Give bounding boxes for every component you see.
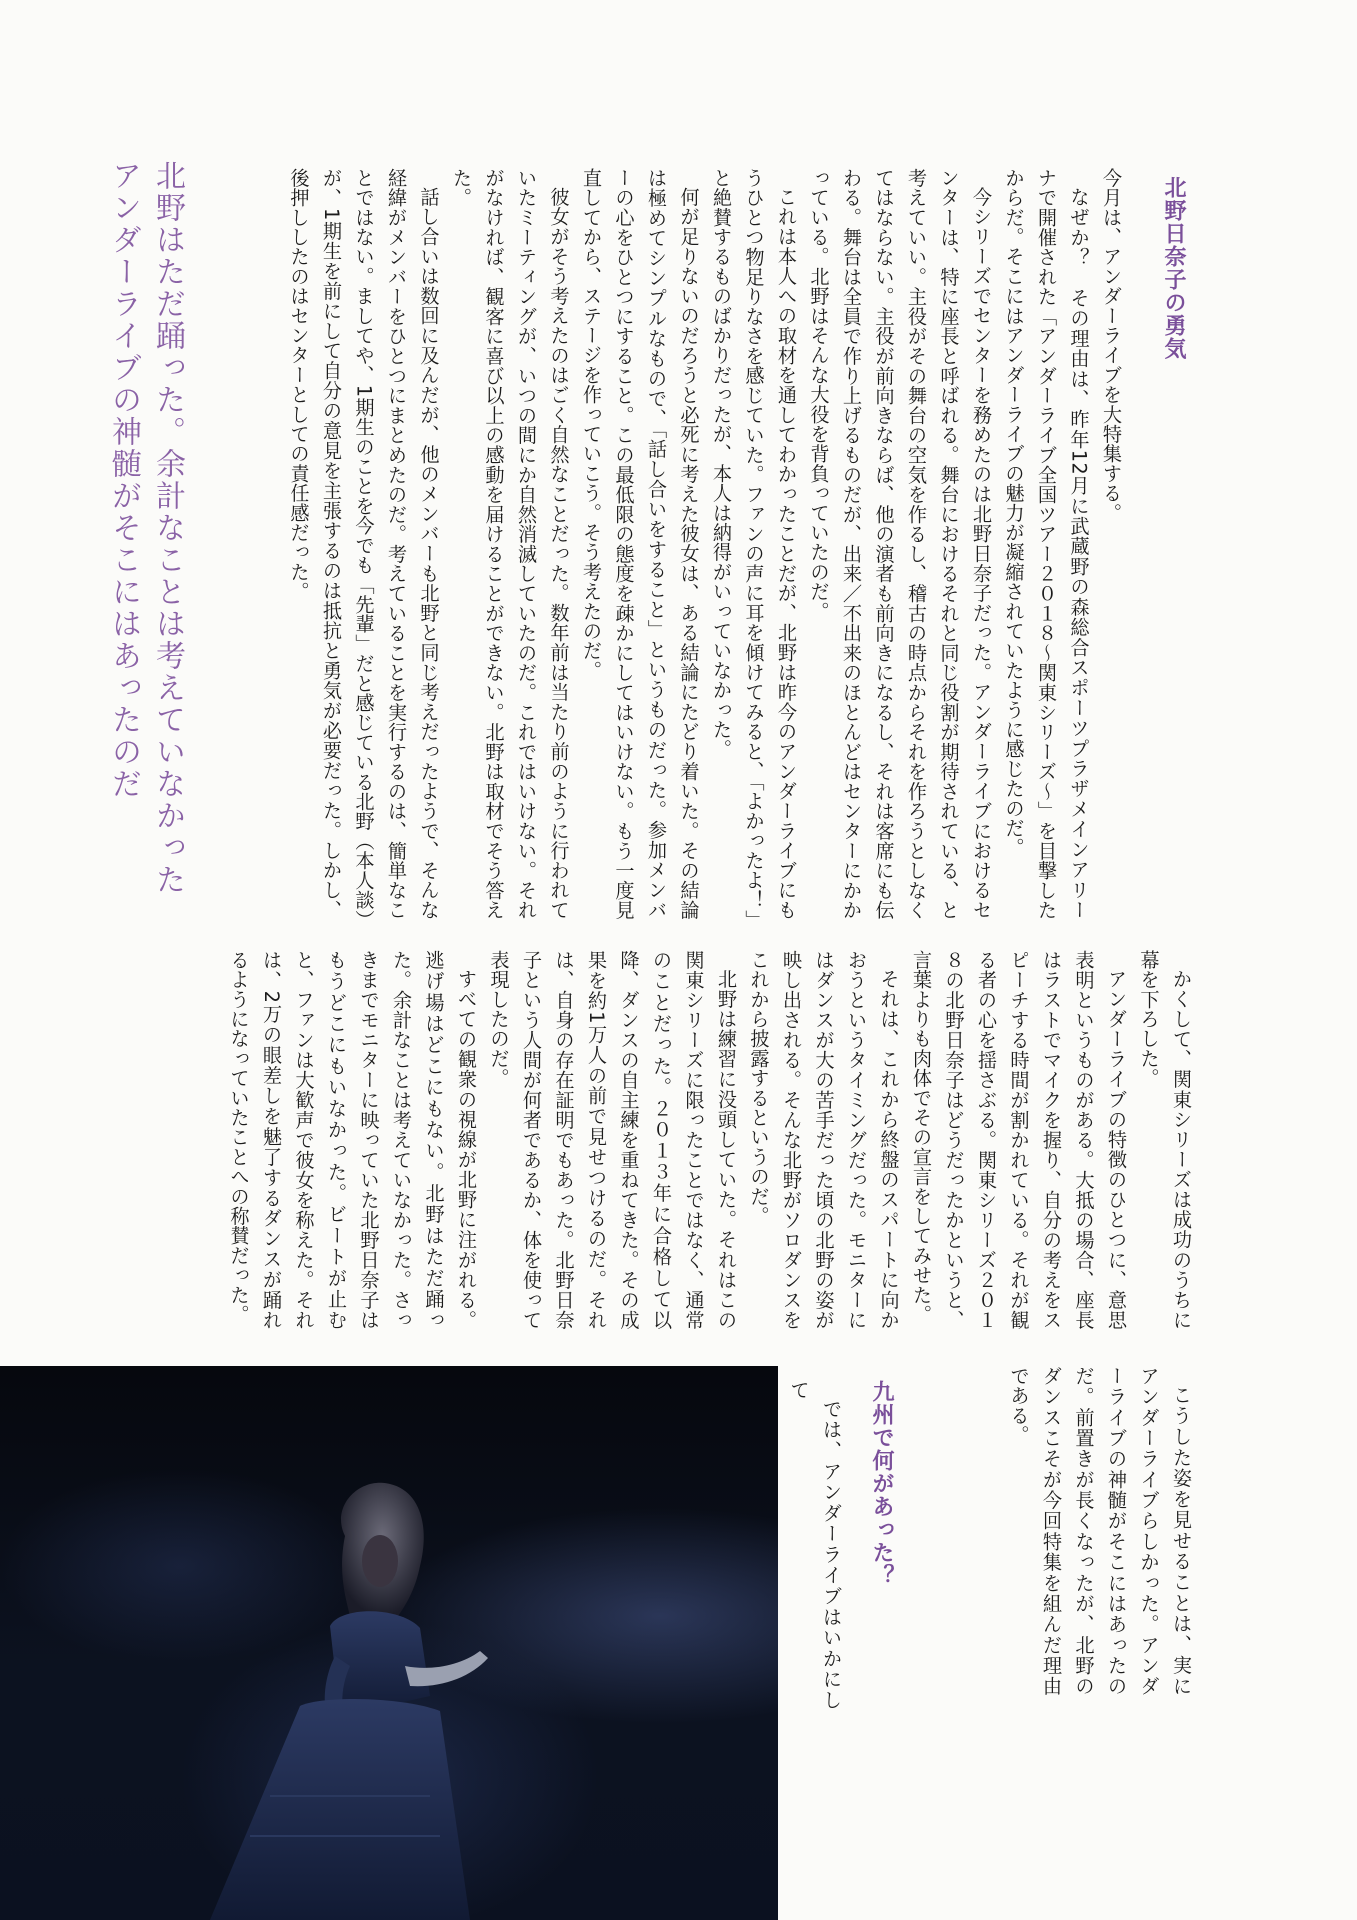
article-column-lower: [67, 950, 1197, 1330]
paragraph: かくして、関東シリーズは成功のうちに幕を下ろした。: [1137, 950, 1193, 1330]
paragraph: 今シリーズでセンターを務めたのは北野日奈子だった。アンダーライブにおけるセンターは、特に座長と呼ばれる。舞台におけるそれと同じ役割が期待されている、と考えていい。主役がその舞台の空気を作るし、稽古の時点からそれを作ろうとしなくてはならない。主役が前向きならば、他の演者も前向きになるし、それは客席にも伝わる。舞台は全員で作り上げるものだが、出来／不出来のほとんどはセンターにかかっている。北野はそんな大役を背負っていたのだ。: [807, 168, 993, 920]
pull-quote-line: 北野はただ踊った。余計なことは考えていなかった: [150, 160, 185, 896]
paragraph: 今月は、アンダーライブを大特集する。: [1100, 168, 1123, 523]
dancer-silhouette-image: [0, 1366, 778, 1920]
paragraph: 北野は練習に没頭していた。それはこの関東シリーズに限ったことではなく、通常のことだった。２０１３年に合格して以降、ダンスの自主練を重ねてきた。その成果を約1万人の前で見せつけるのだ。それは、自身の存在証明でもあった。北野日奈子という人間が何者であるか、体を使って表現したのだ。: [487, 950, 738, 1330]
paragraph: こうした姿を見せることは、実にアンダーライブらしかった。アンダーライブの神髄がそこにはあったのだ。前置きが長くなったが、北野のダンスこそが今回特集を組んだ理由である。: [1007, 1366, 1193, 1696]
paragraph: 話し合いは数回に及んだが、他のメンバーも北野と同じ考えだったようで、そんな経緯がメンバーをひとつにまとめたのだ。考えていることを実行するのは、簡単なことではない。ましてや、1期生のことを今でも「先輩」だと感じている北野（本人談）が、1期生を前にして自分の意見を主張するのは抵抗と勇気が必要だった。しかし、後押ししたのはセンターとしての責任感だった。: [287, 168, 441, 920]
paragraph: これは本人への取材を通してわかったことだが、北野は昨今のアンダーライブにもうひとつ物足りなさを感じていた。ファンの声に耳を傾けてみると、「よかったよ！」と絶賛するものばかりだったが、本人は納得がいっていなかった。: [710, 168, 798, 920]
paragraph: なぜか？ その理由は、昨年12月に武蔵野の森総合スポーツプラザメインアリーナで開催された「アンダーライブ全国ツアー２０１８～関東シリーズ～」を目撃したからだ。そこにはアンダーライブの魅力が凝縮されていたように感じたのだ。: [1002, 168, 1091, 920]
pull-quote-line: アンダーライブの神髄がそこにはあったのだ: [106, 160, 141, 800]
section-heading-kyushu: 九州で何があった？: [869, 1380, 894, 1587]
paragraph: では、アンダーライブはいかにして: [787, 1380, 843, 1710]
paragraph: 何が足りないのだろうと必死に考えた彼女は、ある結論にたどり着いた。その結論は極めてシンプルなもので、「話し合いをすること」というものだった。参加メンバーの心をひとつにすること。この最低限の態度を疎かにしてはいけない。もう一度見直してから、ステージを作っていこう。そう考えたのだ。: [580, 168, 701, 920]
stage-photo: [0, 1366, 778, 1920]
pull-quote: [89, 160, 189, 960]
article-column-final: [787, 1380, 847, 1710]
paragraph: それは、これから終盤のスパートに向かおうというタイミングだった。モニターにはダンスが大の苦手だった頃の北野の姿が映し出される。そんな北野がソロダンスをこれから披露するというのだ。: [747, 950, 901, 1330]
article-column-lower-right: [967, 1366, 1197, 1696]
paragraph: アンダーライブの特徴のひとつに、意思表明というものがある。大抵の場合、座長はラストでマイクを握り、自分の考えをスピーチする時間が割かれている。それが観る者の心を揺さぶる。関東シリーズ２０１８の北野日奈子はどうだったかというと、言葉よりも肉体でその宣言をしてみせた。: [910, 950, 1128, 1330]
article-column-upper: [217, 168, 1127, 920]
section-heading-kitano-courage: 北野日奈子の勇気: [1161, 176, 1186, 360]
paragraph: すべての観衆の視線が北野に注がれる。逃げ場はどこにもない。北野はただ踊った。余計なことは考えていなかった。さっきまでモニターに映っていた北野日奈子はもうどこにもいなかった。ビートが止むと、ファンは大歓声で彼女を称えた。それは、2万の眼差しを魅了するダンスが踊れるようになっていたことへの称賛だった。: [227, 950, 478, 1330]
paragraph: 彼女がそう考えたのはごく自然なことだった。数年前は当たり前のように行われていたミーティングが、いつの間にか自然消滅していたのだ。これではいけない。それがなければ、観客に喜び以上の感動を届けることができない。北野は取材でそう答えた。: [450, 168, 571, 920]
